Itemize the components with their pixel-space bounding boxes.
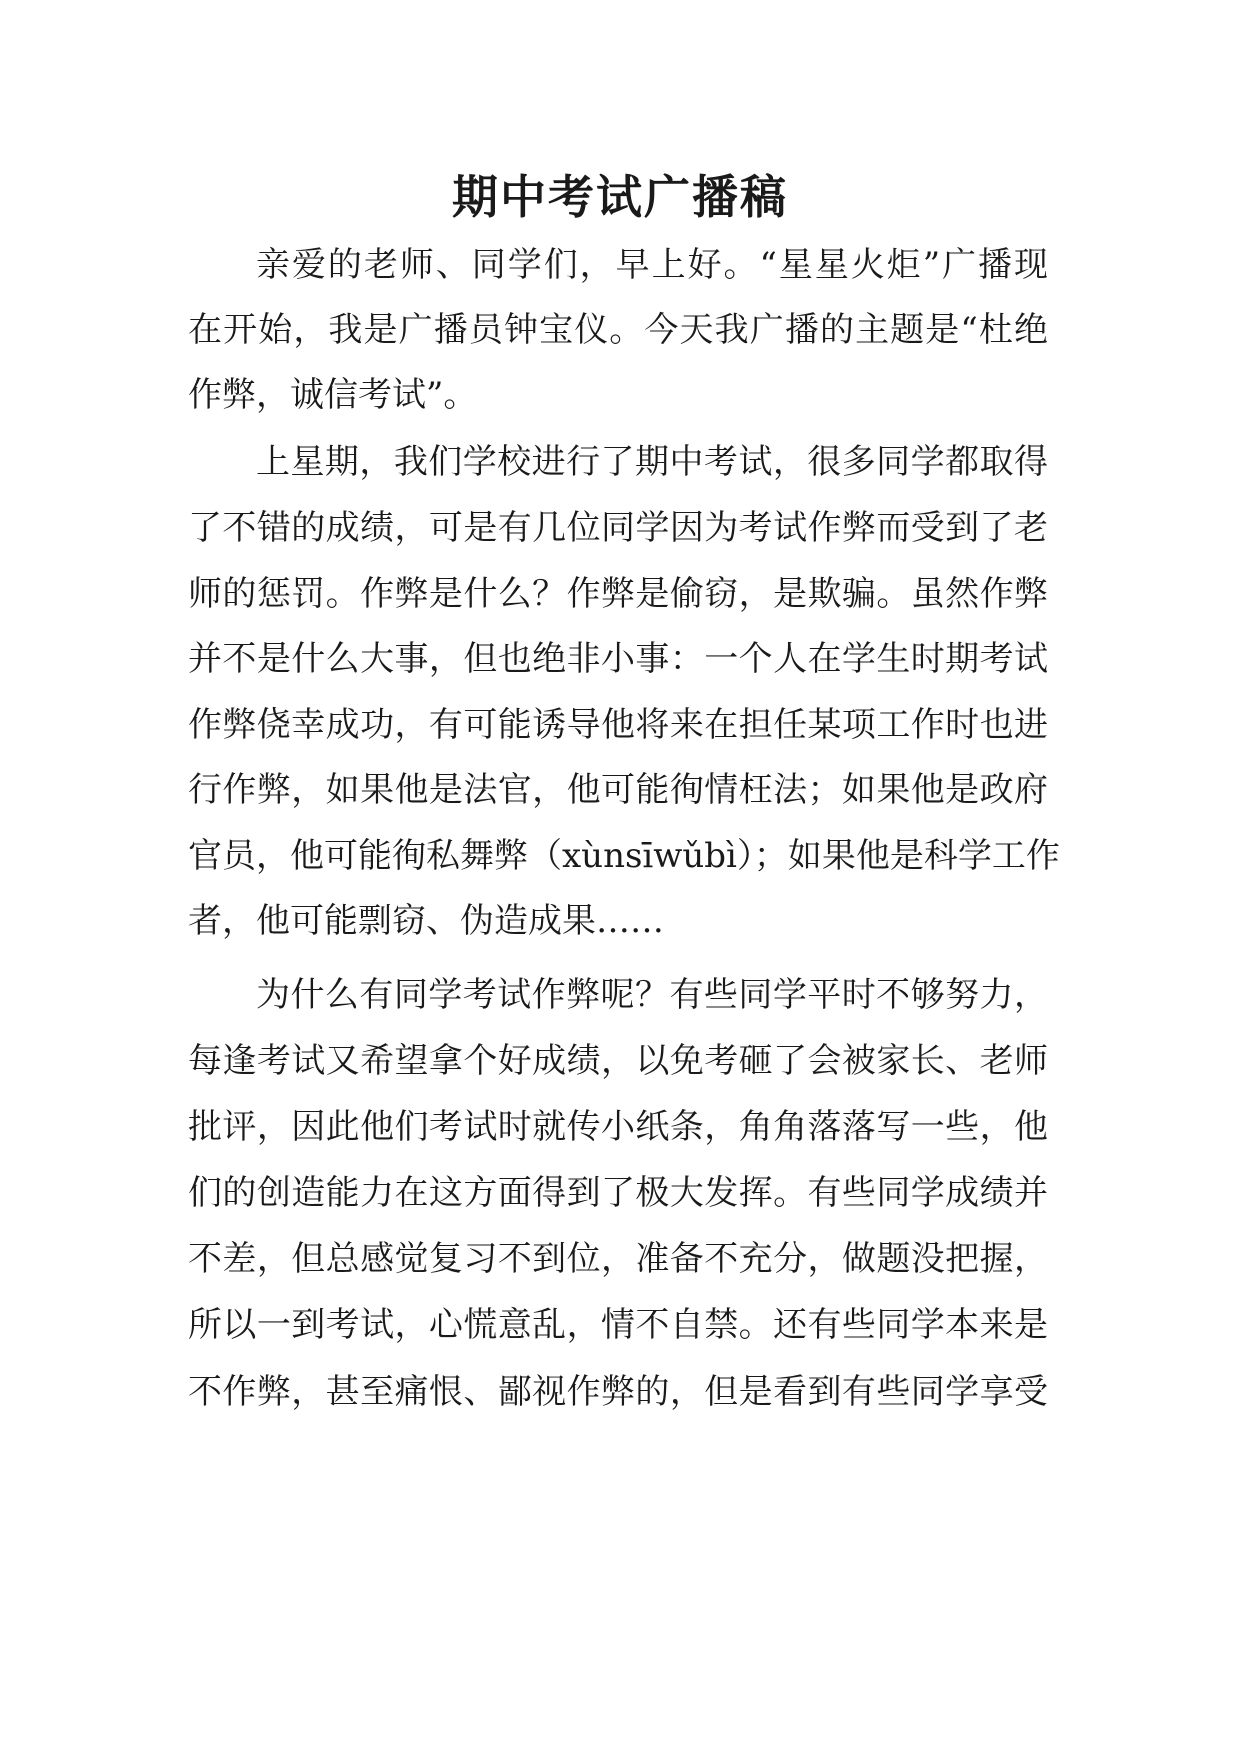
paragraph-2-line-3: 师的惩罚。作弊是什么？作弊是偷窃，是欺骗。虽然作弊 — [188, 574, 1048, 614]
paragraph-1-line-1: 亲爱的老师、同学们，早上好。“星星火炬”广播现 — [256, 245, 1048, 285]
paragraph-2-line-1: 上星期，我们学校进行了期中考试，很多同学都取得 — [256, 442, 1048, 482]
paragraph-2-line-5: 作弊侥幸成功，有可能诱导他将来在担任某项工作时也进 — [188, 705, 1048, 745]
document-title: 期中考试广播稿 — [452, 170, 788, 224]
paragraph-2-line-4: 并不是什么大事，但也绝非小事：一个人在学生时期考试 — [188, 639, 1048, 679]
paragraph-2-line-7: 官员，他可能徇私舞弊（xùnsīwǔbì）；如果他是科学工作 — [188, 836, 1060, 876]
paragraph-3-line-4: 们的创造能力在这方面得到了极大发挥。有些同学成绩并 — [188, 1173, 1048, 1213]
paragraph-1-line-2: 在开始，我是广播员钟宝仪。今天我广播的主题是“杜绝 — [188, 310, 1048, 350]
paragraph-2-line-6: 行作弊，如果他是法官，他可能徇情枉法；如果他是政府 — [188, 770, 1048, 810]
paragraph-3-line-2: 每逢考试又希望拿个好成绩，以免考砸了会被家长、老师 — [188, 1041, 1048, 1081]
paragraph-3-line-3: 批评，因此他们考试时就传小纸条，角角落落写一些，他 — [188, 1107, 1048, 1147]
paragraph-2-line-8: 者，他可能剽窃、伪造成果…… — [188, 901, 664, 941]
paragraph-2-line-2: 了不错的成绩，可是有几位同学因为考试作弊而受到了老 — [188, 508, 1048, 548]
paragraph-3-line-5: 不差，但总感觉复习不到位，准备不充分，做题没把握， — [188, 1239, 1048, 1279]
paragraph-1-line-3: 作弊，诚信考试”。 — [188, 375, 478, 415]
paragraph-3-line-7: 不作弊，甚至痛恨、鄙视作弊的，但是看到有些同学享受 — [188, 1372, 1048, 1412]
paragraph-3-line-6: 所以一到考试，心慌意乱，情不自禁。还有些同学本来是 — [188, 1305, 1048, 1345]
paragraph-3-line-1: 为什么有同学考试作弊呢？有些同学平时不够努力， — [256, 975, 1048, 1015]
